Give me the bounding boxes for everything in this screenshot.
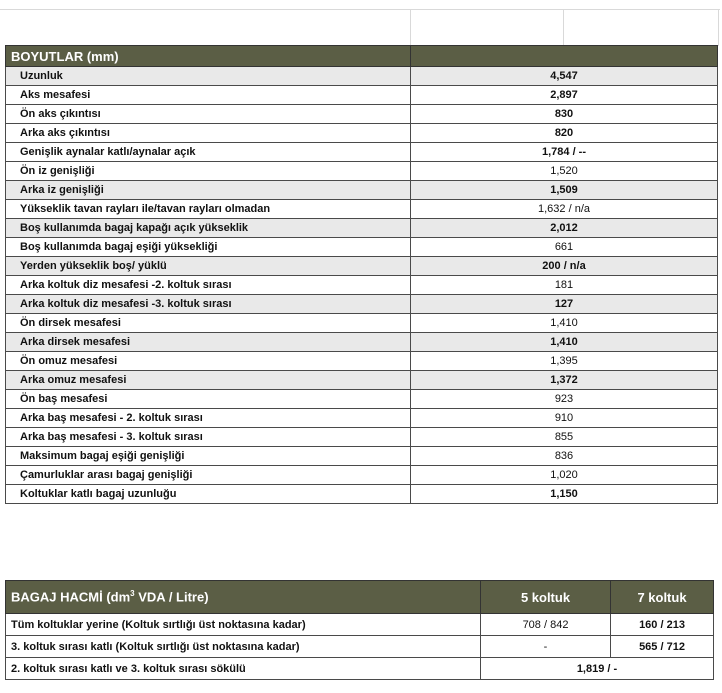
row-label: Ön baş mesafesi bbox=[6, 390, 411, 409]
trunk-title-prefix: BAGAJ HACMİ (dm bbox=[11, 589, 131, 605]
row-label: Maksimum bagaj eşiği genişliği bbox=[6, 447, 411, 466]
table-row bbox=[6, 390, 718, 409]
value-7-seats: 565 / 712 bbox=[611, 636, 714, 658]
row-value: 1,372 bbox=[411, 371, 718, 390]
merged-value: 1,819 / - bbox=[481, 658, 714, 680]
row-value: 910 bbox=[411, 409, 718, 428]
table-row bbox=[6, 162, 718, 181]
dimensions-table bbox=[5, 45, 718, 504]
table-row bbox=[6, 200, 718, 219]
row-label: Arka aks çıkıntısı bbox=[6, 124, 411, 143]
table-row bbox=[6, 124, 718, 143]
row-label: Ön iz genişliği bbox=[6, 162, 411, 181]
row-label: Arka koltuk diz mesafesi -3. koltuk sırası bbox=[6, 295, 411, 314]
row-value: 1,150 bbox=[411, 485, 718, 504]
row-label: 2. koltuk sırası katlı ve 3. koltuk sırası sökülü bbox=[6, 658, 481, 680]
table-row bbox=[6, 238, 718, 257]
row-label: Tüm koltuklar yerine (Koltuk sırtlığı üst noktasına kadar) bbox=[6, 614, 481, 636]
table-row bbox=[6, 485, 718, 504]
dimensions-title: BOYUTLAR (mm) bbox=[6, 46, 411, 67]
value-5-seats: - bbox=[481, 636, 611, 658]
table-row bbox=[6, 428, 718, 447]
table-row bbox=[6, 352, 718, 371]
table-row bbox=[6, 314, 718, 333]
row-value: 1,395 bbox=[411, 352, 718, 371]
col-7-seats: 7 koltuk bbox=[611, 581, 714, 614]
row-label: Uzunluk bbox=[6, 67, 411, 86]
row-value: 661 bbox=[411, 238, 718, 257]
dimensions-header-row bbox=[6, 46, 718, 67]
table-row bbox=[6, 86, 718, 105]
value-7-seats: 160 / 213 bbox=[611, 614, 714, 636]
row-value: 1,520 bbox=[411, 162, 718, 181]
row-value: 1,410 bbox=[411, 314, 718, 333]
table-row bbox=[6, 466, 718, 485]
row-value: 1,784 / -- bbox=[411, 143, 718, 162]
row-label: Ön aks çıkıntısı bbox=[6, 105, 411, 124]
row-label: Genişlik aynalar katlı/aynalar açık bbox=[6, 143, 411, 162]
table-row bbox=[6, 276, 718, 295]
table-row bbox=[6, 371, 718, 390]
table-row bbox=[6, 67, 718, 86]
row-value: 836 bbox=[411, 447, 718, 466]
row-value: 200 / n/a bbox=[411, 257, 718, 276]
trunk-title-suffix: VDA / Litre) bbox=[134, 589, 209, 605]
table-row bbox=[6, 614, 714, 636]
row-value: 4,547 bbox=[411, 67, 718, 86]
row-label: Koltuklar katlı bagaj uzunluğu bbox=[6, 485, 411, 504]
row-value: 855 bbox=[411, 428, 718, 447]
row-value: 2,012 bbox=[411, 219, 718, 238]
table-row bbox=[6, 409, 718, 428]
row-label: Arka koltuk diz mesafesi -2. koltuk sırası bbox=[6, 276, 411, 295]
row-label: Yerden yükseklik boş/ yüklü bbox=[6, 257, 411, 276]
trunk-header-row bbox=[6, 581, 714, 614]
trunk-volume-table bbox=[5, 580, 714, 680]
row-label: Aks mesafesi bbox=[6, 86, 411, 105]
row-label: Arka iz genişliği bbox=[6, 181, 411, 200]
table-row bbox=[6, 333, 718, 352]
col-5-seats: 5 koltuk bbox=[481, 581, 611, 614]
table-row bbox=[6, 105, 718, 124]
row-label: Arka dirsek mesafesi bbox=[6, 333, 411, 352]
row-value: 1,509 bbox=[411, 181, 718, 200]
table-row bbox=[6, 181, 718, 200]
empty-header-frame bbox=[0, 9, 720, 46]
row-label: Ön dirsek mesafesi bbox=[6, 314, 411, 333]
row-value: 127 bbox=[411, 295, 718, 314]
row-label: Arka baş mesafesi - 3. koltuk sırası bbox=[6, 428, 411, 447]
table-row bbox=[6, 658, 714, 680]
row-label: Çamurluklar arası bagaj genişliği bbox=[6, 466, 411, 485]
row-value: 830 bbox=[411, 105, 718, 124]
row-value: 820 bbox=[411, 124, 718, 143]
row-value: 181 bbox=[411, 276, 718, 295]
row-label: 3. koltuk sırası katlı (Koltuk sırtlığı üst noktasına kadar) bbox=[6, 636, 481, 658]
table-row bbox=[6, 257, 718, 276]
row-value: 1,020 bbox=[411, 466, 718, 485]
table-row bbox=[6, 447, 718, 466]
table-row bbox=[6, 295, 718, 314]
trunk-title bbox=[6, 581, 481, 614]
row-value: 2,897 bbox=[411, 86, 718, 105]
row-value: 1,410 bbox=[411, 333, 718, 352]
dimensions-header-empty bbox=[411, 46, 718, 67]
row-value: 1,632 / n/a bbox=[411, 200, 718, 219]
row-label: Arka baş mesafesi - 2. koltuk sırası bbox=[6, 409, 411, 428]
table-row bbox=[6, 219, 718, 238]
table-row bbox=[6, 636, 714, 658]
row-value: 923 bbox=[411, 390, 718, 409]
row-label: Boş kullanımda bagaj eşiği yüksekliği bbox=[6, 238, 411, 257]
table-row bbox=[6, 143, 718, 162]
value-5-seats: 708 / 842 bbox=[481, 614, 611, 636]
row-label: Ön omuz mesafesi bbox=[6, 352, 411, 371]
row-label: Boş kullanımda bagaj kapağı açık yükseklik bbox=[6, 219, 411, 238]
row-label: Yükseklik tavan rayları ile/tavan rayları olmadan bbox=[6, 200, 411, 219]
trunk-title-sup: 3 bbox=[130, 589, 135, 599]
row-label: Arka omuz mesafesi bbox=[6, 371, 411, 390]
